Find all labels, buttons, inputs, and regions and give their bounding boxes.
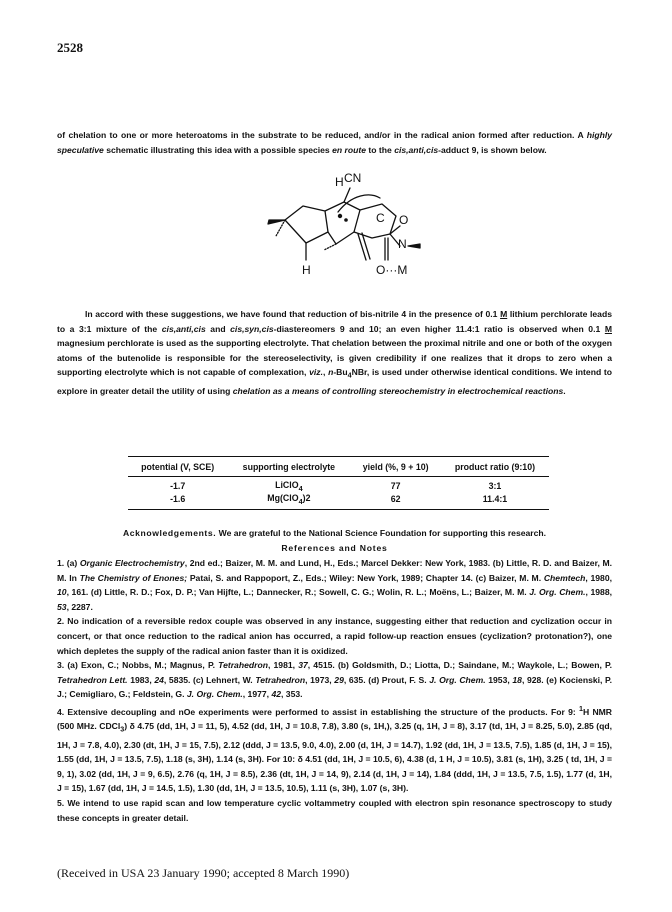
ref-text: , <box>585 587 591 598</box>
column-header: yield (%, 9 + 10) <box>362 461 429 472</box>
ref-italic: Tetrahedron <box>255 674 306 685</box>
ref-text: Patai, S. and Rappoport, Z., Eds.; Wiley: New York, 1989; Chapter 14. (c) Baizer, M. M. <box>187 572 544 583</box>
table-header-row <box>128 457 549 477</box>
electrolyte-text: )2 <box>302 492 311 503</box>
ref-text: , 5835. (c) Lehnert, W. <box>163 674 256 685</box>
reference-item: 2. No indication of a reversible redox couple was observed in any instance, suggesting either that reduction and cyclization occur in concert, or that once reduction to the radical anion has occurred, a rapid follow-up reaction ensues (cyclization? protonation?), one which depletes the supply of the radical anion faster than it is oxidized. <box>57 616 612 656</box>
ref-italic: Organic Electrochemistry <box>79 558 185 568</box>
ref-text: , <box>585 572 591 583</box>
compound-number: 4 <box>401 309 407 319</box>
ref-italic: 18 <box>512 674 522 685</box>
ref-text: , <box>242 689 248 700</box>
column-header: potential (V, SCE) <box>141 461 215 472</box>
ref-text: ) δ 4.75 (dd, 1H, J = 11, 5), 4.52 (dd, 1H, J = 10.8, 7.8), 3.80 (s, 1H,), 3.25 (q, 1H, J = 8), 3.17 (td, 1H, J = 8.25, 5.0), 2.85 (qd, 1H, J = 7.8, 4.0), 2.30 (dt, 1H, J = 15, 7.5), 2.12 (ddd, J = 13.5, 9.0, 4.0), 2.00 (d, 1H, J = 14.7), 1.92 (dd, 1H, J = 13.5, 7.5), 1.85 (d, 1H, J = 15), 1.55 (dd, 1H, J = 13.5, 7.5), 1.18 (s, 3H), 1.14 (s, 3H). For <box>57 721 613 765</box>
atom-label-cn: CN <box>344 171 362 185</box>
ref-italic: 10 <box>57 587 67 598</box>
ref-year: 1983 <box>130 674 150 685</box>
ref-year: 1980 <box>590 572 610 583</box>
ref-italic: Tetrahedron <box>218 660 268 671</box>
acknowledgements-text: We are grateful to the National Science Foundation for supporting this research. <box>216 528 547 538</box>
intro-text: , is shown below. <box>476 144 547 155</box>
ref-italic: 29 <box>334 674 344 685</box>
ref-text: , 2nd ed.; Baizer, M. M. and Lund, H., Eds.; Marcel Dekker: New York, 1983. (b) Little, R. D. and Baizer, M. M. In <box>57 558 612 583</box>
ref-text: , <box>149 674 155 685</box>
acknowledgements-label: Acknowledgements. <box>122 528 217 538</box>
table-row <box>128 477 549 493</box>
ref-text: , <box>267 660 274 671</box>
intro-paragraph <box>57 128 612 157</box>
atom-label-c: C <box>376 211 385 225</box>
compound-number: 9 <box>568 706 573 717</box>
acknowledgements <box>57 526 612 540</box>
ref-year: 1988 <box>590 587 610 598</box>
electrolyte-text: Mg(ClO <box>267 492 299 503</box>
reference-item <box>57 658 612 702</box>
ref-text: , 161. (d) Little, R. D.; Fox, D. P.; Van Hijfte, L.; Dannecker, R.; Sowell, C. G.; Wolin, R. L.; Moëns, L.; Baizer, M. M. <box>66 587 530 598</box>
ref-text: , <box>609 587 612 598</box>
subscript: 4 <box>347 372 352 381</box>
intro-text: schematic illustrating this idea with a possible species <box>103 144 333 155</box>
references-list <box>57 556 612 825</box>
results-italic: chelation as a means of controlling stereochemistry in electrochemical reactions <box>232 385 564 396</box>
ref-italic: J. Org. Chem. <box>186 689 243 700</box>
subscript: 4 <box>298 496 303 506</box>
results-text: , <box>322 367 329 378</box>
cell-potential: -1.6 <box>170 494 186 505</box>
ref-italic: 24 <box>154 674 164 685</box>
references-heading: References and Notes <box>281 543 388 553</box>
intro-italic: cis,anti,cis <box>394 144 439 155</box>
table-row <box>128 493 549 509</box>
cell-electrolyte <box>227 477 350 493</box>
ref-text: : <box>572 706 579 717</box>
atom-label-h: H <box>335 175 344 189</box>
ref-year: 1953 <box>488 674 508 685</box>
ref-italic: Chemtech <box>543 572 586 583</box>
results-text: in the presence of 0.1 <box>406 309 501 319</box>
ref-italic: 37 <box>298 660 308 671</box>
results-italic: viz. <box>309 367 323 378</box>
results-text: -diastereomers <box>273 323 340 334</box>
ref-text: 1. (a) <box>57 558 80 568</box>
compound-number: 10 <box>282 754 293 765</box>
chemical-structure-scheme <box>240 168 440 300</box>
atom-label-o: O <box>399 213 409 227</box>
ref-italic: J. Org. Chem. <box>429 674 486 685</box>
intro-text: to the <box>366 144 395 155</box>
results-text: In accord with these suggestions, we have found that reduction of bis-nitrile <box>85 309 402 319</box>
cell-electrolyte <box>227 493 350 509</box>
ref-text: 4. Extensive decoupling and nOe experiments were performed to assist in establishing the structure of the products. For <box>57 706 569 717</box>
ref-text: , 4515. (b) Goldsmith, D.; Liotta, D.; Saindane, M.; Waykole, L.; Bowen, P. <box>307 660 612 671</box>
ref-year: 1973 <box>310 674 330 685</box>
ref-italic: 53 <box>57 601 67 612</box>
ref-italic: Tetrahedron Lett. <box>57 674 128 685</box>
atom-label-o-m: O···M <box>376 263 408 277</box>
ref-text: : δ 4.51 (dd, 1H, J = 10.5, 6), 4.38 (d, 1 H, J = 10.5), 3.81 (s, 1H), 3.25 ( td, 1H, J = 9, 1), 3.02 (dd, 1H, J = 9, 6.5), 2.76 (q, 1H, J = 8.5), 2.36 (dt, 1H, J = 14, 9), 2.14 (d, 1H, J = 14), 1.84 (ddd, 1H, J = 13.5, 7.5, 1.5), 1.77 (d, 1H, J = 15), 1.67 (dd, 1H, J = 14.5, 1.5), 1.30 (dd, 1H, J = 13.5, 10.5), 1.11 (s, 3H), 1.07 (s, 3H). <box>57 754 612 794</box>
ref-text: , <box>609 572 612 583</box>
page-number: 2528 <box>57 40 83 55</box>
reference-item <box>57 702 612 796</box>
subscript: 4 <box>298 483 303 493</box>
ref-italic: The Chemistry of Enones; <box>79 572 188 583</box>
cell-ratio: 11.4:1 <box>482 494 508 505</box>
molar-unit: M <box>604 323 612 334</box>
ref-text: , 353. <box>281 689 303 700</box>
results-italic: cis,syn,cis <box>230 323 274 334</box>
results-paragraph <box>57 307 612 398</box>
ref-text: , <box>507 674 513 685</box>
intro-italic: highly speculative <box>57 130 613 155</box>
atom-label-n: N <box>398 237 407 251</box>
ref-text: , 928. (e) Kocienski, P. J.; Cemigliaro, G.; Feldstein, G. <box>57 674 613 700</box>
compound-number: 9 <box>471 144 477 155</box>
cell-potential: -1.7 <box>170 481 186 492</box>
intro-text: -adduct <box>438 144 472 155</box>
ref-text: H NMR (500 MHz. CDCl <box>57 706 613 732</box>
intro-italic: en route <box>332 144 367 155</box>
ref-text: , <box>329 674 335 685</box>
results-table <box>128 456 549 510</box>
electrolyte-text: LiClO <box>275 480 299 490</box>
ref-text: , 2287. <box>66 601 93 612</box>
ref-italic: J. Org. Chem. <box>529 587 586 598</box>
ref-text: , <box>266 689 272 700</box>
compound-number: 9 <box>339 323 345 334</box>
received-date: (Received in USA 23 January 1990; accepted 8 March 1990) <box>57 866 350 880</box>
results-italic: cis,anti,cis <box>161 323 206 334</box>
results-text: magnesium perchlorate is used as the supporting electrolyte. That chelation between the proximal nitrile and one or both of the oxygen atoms of the butenolide is responsible for the stereoselectivity, is given credibility if one realizes that it drops to zero when a supporting electrolyte which is not capable of complexation, <box>57 338 612 378</box>
ref-year: 1977 <box>247 689 267 700</box>
intro-text: A <box>577 130 587 140</box>
results-text: NBr, is used under otherwise identical conditions. We intend to explore in greater detail the utility of using <box>57 367 612 396</box>
reference-item: 5. We intend to use rapid scan and low temperature cyclic voltammetry coupled with electron spin resonance spectroscopy to study these concepts in greater detail. <box>57 798 612 823</box>
molar-unit: M <box>500 309 508 319</box>
atom-label-h-bottom: H <box>302 263 311 277</box>
subscript: 3 <box>120 726 125 735</box>
results-text: and <box>344 323 370 334</box>
intro-text: of chelation to one or more heteroatoms in the substrate to be reduced, and/or in the radical anion formed after reduction. <box>57 130 575 140</box>
cell-yield: 77 <box>390 481 401 492</box>
reference-item <box>57 556 612 614</box>
results-text: -Bu <box>333 367 348 378</box>
results-italic: n <box>328 367 334 378</box>
compound-number: 10 <box>369 323 379 334</box>
results-text: . <box>563 385 566 396</box>
ref-text: 3. (a) Exon, C.; Nobbs, M.; Magnus, P. <box>57 660 219 671</box>
results-text: lithium perchlorate leads to a 3:1 mixture of the <box>57 309 612 334</box>
superscript: 1 <box>578 704 583 713</box>
ref-text: , <box>292 660 299 671</box>
column-header: product ratio (9:10) <box>454 461 536 472</box>
ref-text: , <box>305 674 311 685</box>
results-text: ; an even higher 11.4:1 ratio is observed when 0.1 <box>378 323 605 334</box>
ref-italic: 42 <box>271 689 282 700</box>
cell-ratio: 3:1 <box>488 481 502 492</box>
column-header: supporting electrolyte <box>242 461 336 472</box>
ref-year: 1981 <box>273 660 293 671</box>
ref-text: , 635. (d) Prout, F. S. <box>343 674 430 685</box>
results-text: and <box>205 323 231 334</box>
cell-yield: 62 <box>390 494 401 505</box>
